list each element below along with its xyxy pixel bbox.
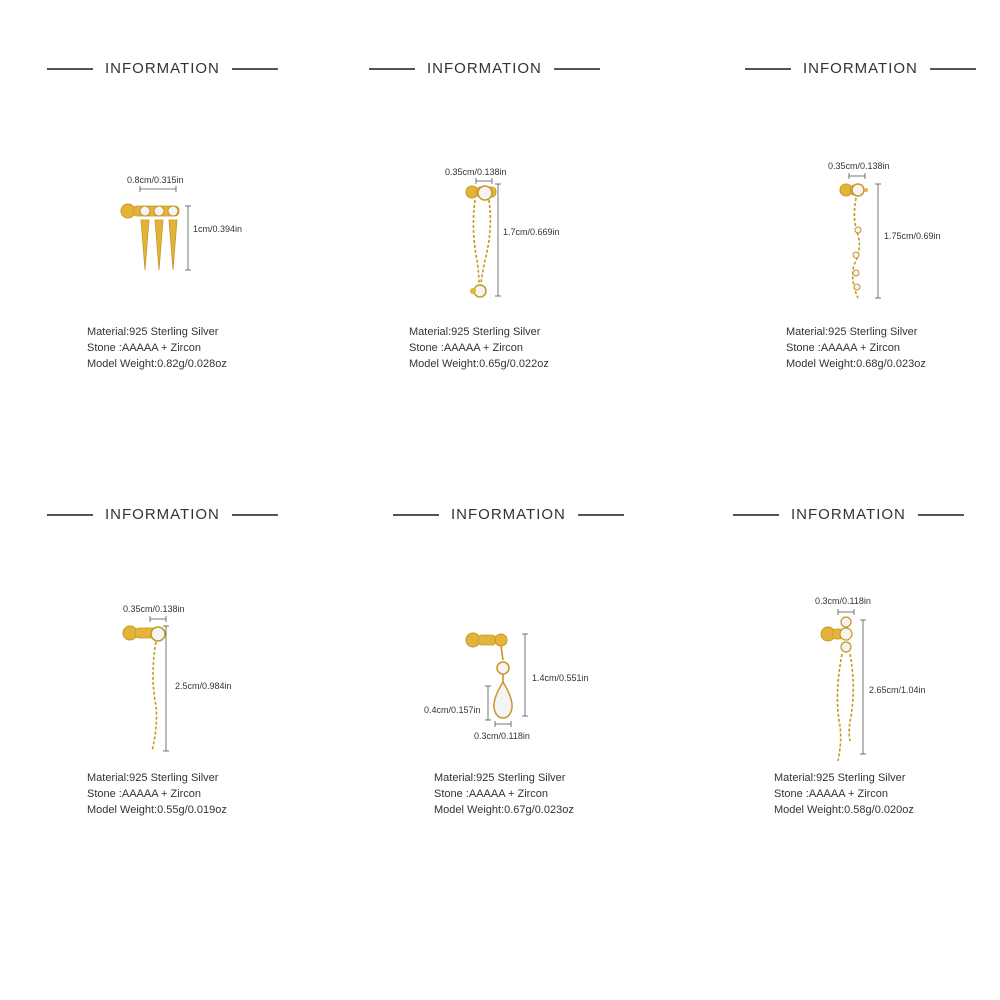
- dim-drop-height-label: 0.4cm/0.157in: [424, 705, 481, 715]
- dim-height-label: 1.4cm/0.551in: [532, 673, 589, 683]
- zircon-gem: [478, 186, 492, 200]
- section-header: [733, 506, 964, 523]
- weight-text: Model Weight:0.67g/0.023oz: [434, 804, 574, 816]
- weight-text: Model Weight:0.65g/0.022oz: [409, 358, 549, 370]
- dim-width-label: 0.35cm/0.138in: [828, 161, 890, 171]
- weight-text: Model Weight:0.58g/0.020oz: [774, 804, 914, 816]
- dim-height-label: 1.7cm/0.669in: [503, 227, 560, 237]
- divider: [554, 68, 600, 70]
- stone-text: Stone :AAAAA + Zircon: [434, 788, 549, 800]
- zircon-gem: [151, 627, 165, 641]
- stone-text: Stone :AAAAA + Zircon: [87, 342, 202, 354]
- divider: [369, 68, 415, 70]
- stone-text: Stone :AAAAA + Zircon: [409, 342, 524, 354]
- section-header: [369, 60, 600, 77]
- material-text: Material:925 Sterling Silver: [87, 326, 219, 338]
- dim-height-label: 2.65cm/1.04in: [869, 685, 926, 695]
- product-panel-5: [333, 446, 666, 892]
- material-text: Material:925 Sterling Silver: [87, 772, 219, 784]
- zircon-gem: [497, 662, 509, 674]
- product-info: [87, 324, 227, 372]
- earring-illustration-spikes: [0, 80, 333, 320]
- divider: [733, 514, 779, 516]
- dim-width-label: 0.3cm/0.118in: [815, 596, 871, 606]
- zircon-gem: [853, 252, 859, 258]
- product-info: [786, 324, 926, 372]
- section-header: [47, 506, 278, 523]
- material-text: Material:925 Sterling Silver: [774, 772, 906, 784]
- divider: [930, 68, 976, 70]
- product-info: [774, 770, 914, 818]
- section-title: INFORMATION: [791, 506, 906, 523]
- earring-illustration-chain-drop: [333, 80, 666, 320]
- product-panel-3: [666, 0, 999, 446]
- earring-illustration-long-chain: [0, 526, 333, 766]
- material-text: Material:925 Sterling Silver: [786, 326, 918, 338]
- zircon-gem: [840, 628, 852, 640]
- divider: [232, 68, 278, 70]
- stone-text: Stone :AAAAA + Zircon: [786, 342, 901, 354]
- zircon-gem: [140, 206, 150, 216]
- product-panel-4: [0, 446, 333, 892]
- divider: [745, 68, 791, 70]
- earring-illustration-teardrop: [333, 526, 666, 766]
- zircon-gem: [168, 206, 178, 216]
- material-text: Material:925 Sterling Silver: [409, 326, 541, 338]
- dim-height-label: 2.5cm/0.984in: [175, 681, 232, 691]
- product-panel-6: [666, 446, 999, 892]
- stone-text: Stone :AAAAA + Zircon: [774, 788, 889, 800]
- section-header: [745, 60, 976, 77]
- product-panel-1: [0, 0, 333, 446]
- earring-illustration-triple-gem-chain: [666, 526, 999, 766]
- dim-drop-width-label: 0.3cm/0.118in: [474, 731, 530, 741]
- section-title: INFORMATION: [105, 60, 220, 77]
- section-header: [393, 506, 624, 523]
- divider: [393, 514, 439, 516]
- section-title: INFORMATION: [451, 506, 566, 523]
- zircon-gem: [852, 184, 864, 196]
- teardrop-gem: [494, 682, 512, 718]
- divider: [47, 514, 93, 516]
- divider: [47, 68, 93, 70]
- divider: [918, 514, 964, 516]
- section-header: [47, 60, 278, 77]
- dim-width-label: 0.35cm/0.138in: [445, 167, 507, 177]
- dim-width-label: 0.8cm/0.315in: [127, 175, 184, 185]
- product-panel-2: [333, 0, 666, 446]
- divider: [578, 514, 624, 516]
- material-text: Material:925 Sterling Silver: [434, 772, 566, 784]
- product-info: [409, 324, 549, 372]
- product-info: [87, 770, 227, 818]
- weight-text: Model Weight:0.82g/0.028oz: [87, 358, 227, 370]
- divider: [232, 514, 278, 516]
- section-title: INFORMATION: [427, 60, 542, 77]
- zircon-gem: [154, 206, 164, 216]
- earring-illustration-gem-dangle: [666, 80, 999, 320]
- dim-height-label: 1.75cm/0.69in: [884, 231, 941, 241]
- section-title: INFORMATION: [105, 506, 220, 523]
- zircon-gem: [854, 284, 860, 290]
- stone-text: Stone :AAAAA + Zircon: [87, 788, 202, 800]
- zircon-gem: [841, 642, 851, 652]
- section-title: INFORMATION: [803, 60, 918, 77]
- zircon-gem: [853, 270, 859, 276]
- dim-height-label: 1cm/0.394in: [193, 224, 243, 234]
- zircon-gem: [855, 227, 861, 233]
- zircon-gem: [841, 617, 851, 627]
- weight-text: Model Weight:0.55g/0.019oz: [87, 804, 227, 816]
- weight-text: Model Weight:0.68g/0.023oz: [786, 358, 926, 370]
- product-info: [434, 770, 574, 818]
- dim-width-label: 0.35cm/0.138in: [123, 604, 185, 614]
